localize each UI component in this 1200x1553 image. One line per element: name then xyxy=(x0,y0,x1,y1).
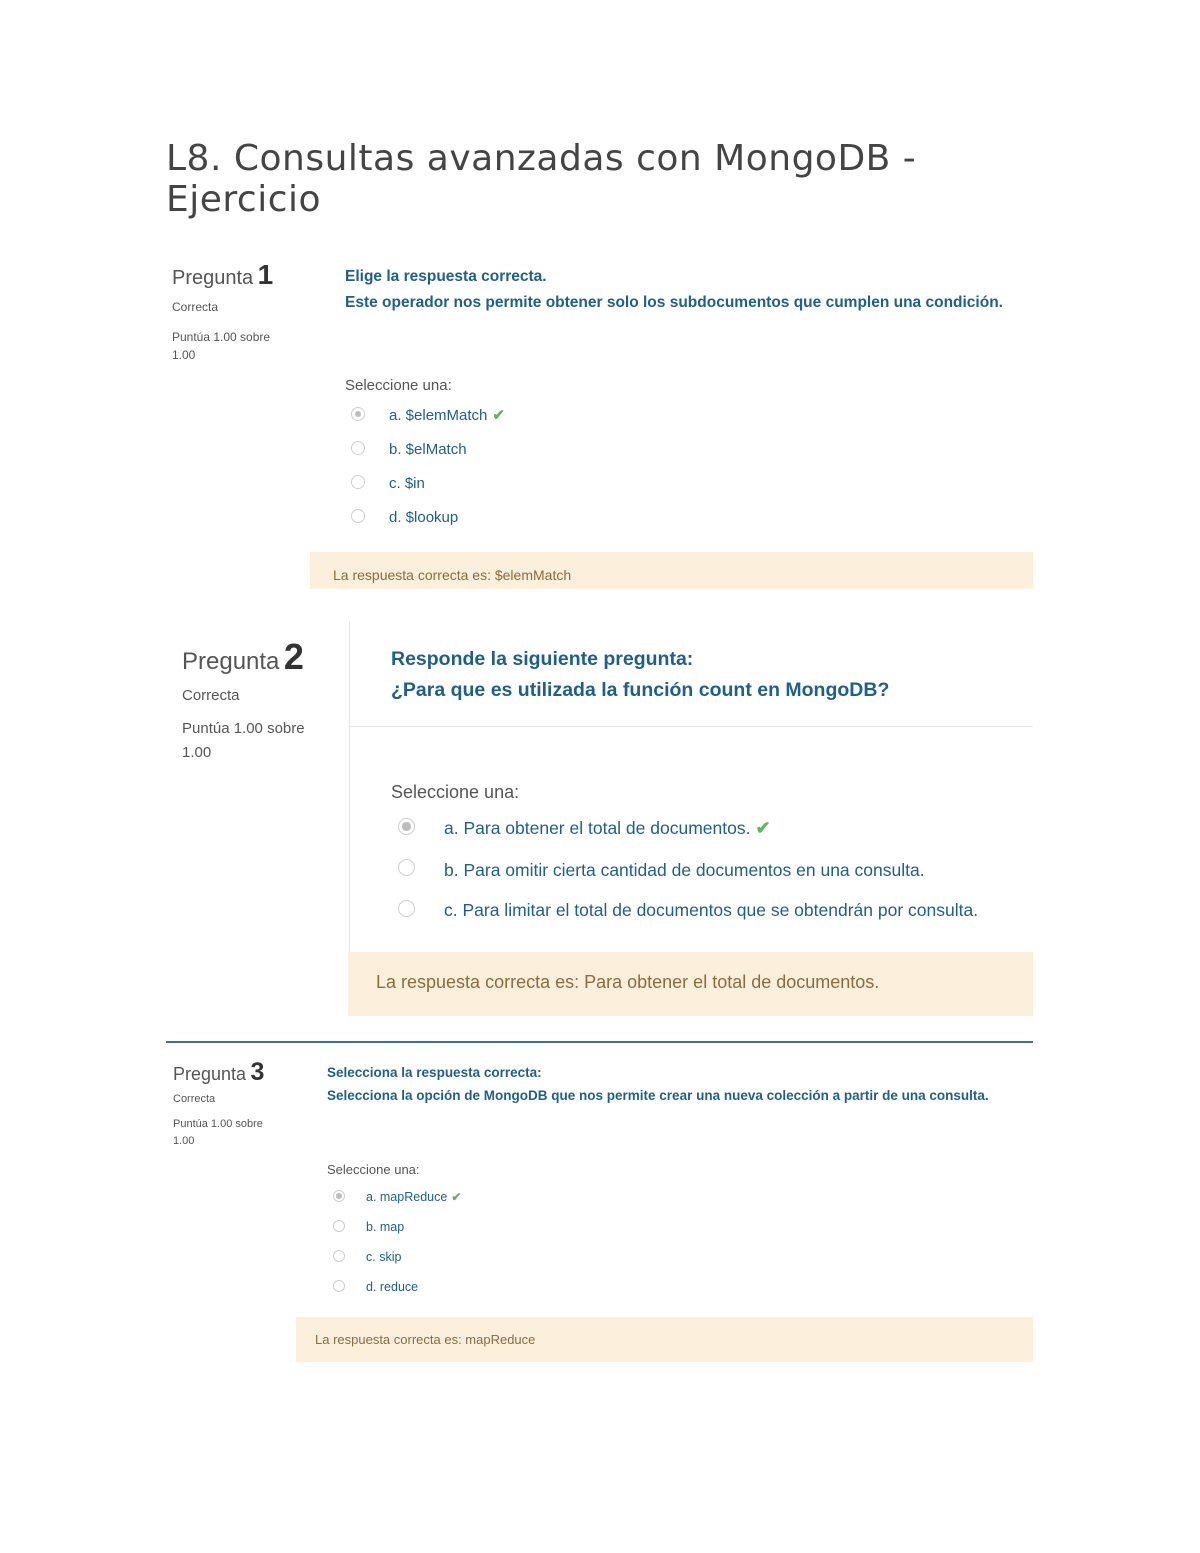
answer-label: d. reduce xyxy=(366,1280,419,1294)
question-score xyxy=(172,328,302,364)
question-2-info xyxy=(182,636,342,765)
question-text-line-1: Selecciona la respuesta correcta: xyxy=(327,1065,542,1080)
question-3-info xyxy=(173,1057,303,1150)
answer-option-c[interactable] xyxy=(444,898,978,922)
question-2-text-rule xyxy=(350,726,1033,727)
answer-label: a. mapReduce xyxy=(366,1190,448,1204)
question-score-line-2: 1.00 xyxy=(172,348,196,362)
answer-label: a. Para obtener el total de documentos. xyxy=(444,817,751,838)
answer-label: b. map xyxy=(366,1220,405,1234)
answer-label: b. Para omitir cierta cantidad de documentos en una consulta. xyxy=(444,859,925,880)
answer-option-a[interactable] xyxy=(366,1188,461,1206)
question-label: Pregunta xyxy=(173,1064,247,1084)
question-score-line-1: Puntúa 1.00 sobre xyxy=(172,330,271,344)
question-1-info xyxy=(172,258,302,364)
question-text-line-1: Elige la respuesta correcta. xyxy=(345,268,547,285)
answer-label: a. $elemMatch xyxy=(389,406,488,424)
answer-option-a[interactable] xyxy=(389,405,505,425)
question-2-divider xyxy=(349,622,350,952)
answer-radio[interactable] xyxy=(351,407,365,421)
answer-option-b[interactable] xyxy=(389,439,467,459)
answer-option-d[interactable] xyxy=(389,507,458,527)
answer-option-b[interactable] xyxy=(366,1218,404,1236)
answer-radio[interactable] xyxy=(351,441,365,455)
answer-radio[interactable] xyxy=(351,509,365,523)
question-score-line-2: 1.00 xyxy=(182,744,212,761)
question-2-text xyxy=(391,644,889,706)
question-score-line-2: 1.00 xyxy=(173,1135,195,1147)
answer-label: c. Para limitar el total de documentos que se obtendrán por consulta. xyxy=(444,899,979,920)
question-number: 1 xyxy=(257,259,274,290)
answer-option-c[interactable] xyxy=(366,1248,401,1266)
question-score-line-1: Puntúa 1.00 sobre xyxy=(182,720,305,737)
document-title-line-2: Ejercicio xyxy=(166,179,322,220)
answer-radio[interactable] xyxy=(333,1190,345,1202)
answer-option-a[interactable] xyxy=(444,816,771,840)
answer-radio[interactable] xyxy=(333,1250,345,1262)
question-3-feedback: La respuesta correcta es: mapReduce xyxy=(296,1317,1033,1362)
question-1-text xyxy=(345,264,1003,316)
question-text-line-1: Responde la siguiente pregunta: xyxy=(391,648,694,670)
answer-radio[interactable] xyxy=(398,859,415,876)
question-3-text xyxy=(327,1061,989,1107)
document-title-line-1: L8. Consultas avanzadas con MongoDB - xyxy=(166,138,917,179)
answer-radio[interactable] xyxy=(333,1280,345,1292)
answer-option-d[interactable] xyxy=(366,1278,418,1296)
answer-label: c. skip xyxy=(366,1250,402,1264)
question-status: Correcta xyxy=(172,300,219,314)
question-text-line-2: Este operador nos permite obtener solo los subdocumentos que cumplen una condición. xyxy=(345,294,1003,311)
section-separator xyxy=(166,1041,1033,1043)
document-title xyxy=(166,138,1066,220)
answer-option-c[interactable] xyxy=(389,473,425,493)
question-text-line-2: Selecciona la opción de MongoDB que nos permite crear una nueva colección a partir de una consulta. xyxy=(327,1088,989,1103)
answer-radio[interactable] xyxy=(398,818,415,835)
question-2-feedback: La respuesta correcta es: Para obtener el total de documentos. xyxy=(348,952,1033,1016)
question-score xyxy=(182,717,342,765)
question-3-prompt: Seleccione una: xyxy=(327,1162,420,1177)
answer-radio[interactable] xyxy=(398,900,415,917)
question-2-prompt: Seleccione una: xyxy=(391,782,520,802)
question-status: Correcta xyxy=(182,687,240,704)
question-1-prompt: Seleccione una: xyxy=(345,377,452,394)
check-icon: ✔ xyxy=(492,407,505,424)
question-text-line-2: ¿Para que es utilizada la función count en MongoDB? xyxy=(391,679,890,701)
answer-label: c. $in xyxy=(389,474,425,492)
question-score-line-1: Puntúa 1.00 sobre xyxy=(173,1118,263,1130)
question-status: Correcta xyxy=(173,1093,216,1105)
answer-option-b[interactable] xyxy=(444,858,925,882)
question-number: 3 xyxy=(250,1058,265,1086)
question-label: Pregunta xyxy=(172,267,254,289)
answer-radio[interactable] xyxy=(333,1220,345,1232)
answer-label: d. $lookup xyxy=(389,508,459,526)
question-label: Pregunta xyxy=(182,648,280,675)
check-icon: ✔ xyxy=(451,1190,462,1204)
answer-label: b. $elMatch xyxy=(389,440,467,458)
question-1-feedback: La respuesta correcta es: $elemMatch xyxy=(310,552,1033,589)
check-icon: ✔ xyxy=(755,817,771,838)
question-score xyxy=(173,1116,303,1150)
answer-radio[interactable] xyxy=(351,475,365,489)
question-number: 2 xyxy=(283,636,304,677)
